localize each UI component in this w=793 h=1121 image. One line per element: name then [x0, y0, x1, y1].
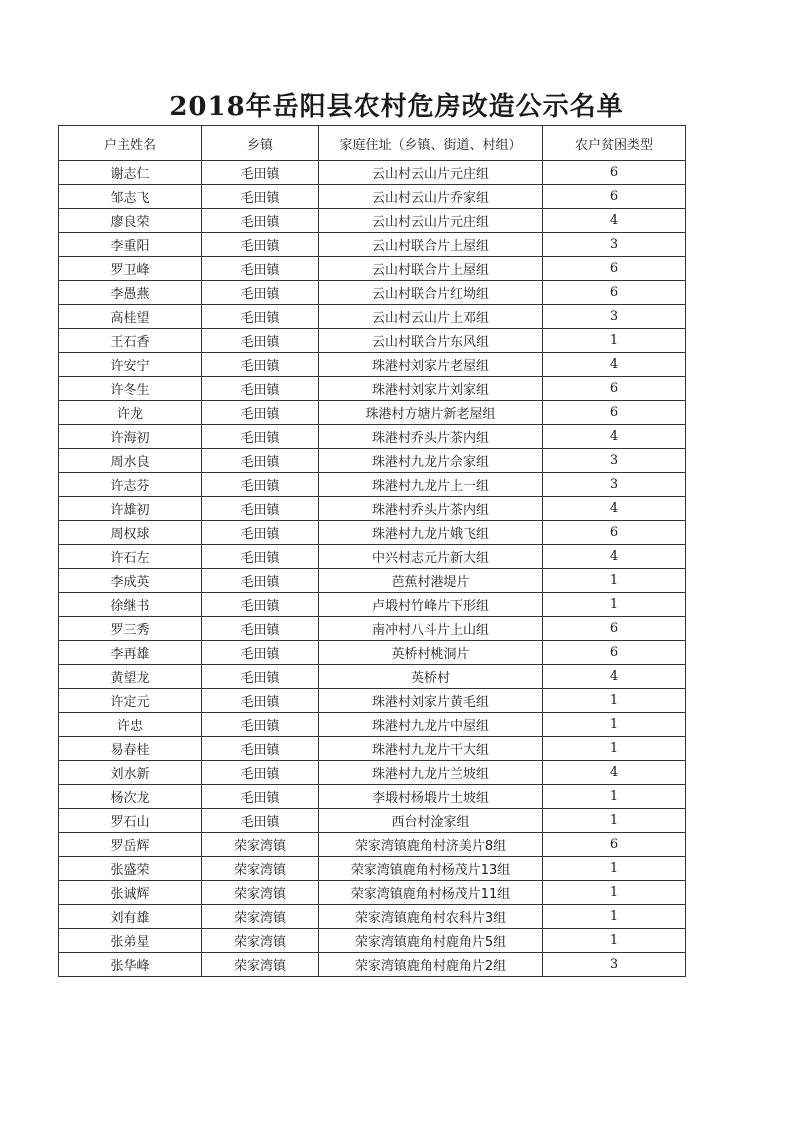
table-row: [59, 545, 686, 569]
cell-name: 张华峰: [59, 953, 202, 977]
table-body: [59, 161, 686, 977]
cell-poverty-type: 4: [543, 761, 686, 785]
cell-town: 荣家湾镇: [202, 833, 319, 857]
cell-name: 李愚燕: [59, 281, 202, 305]
table-row: [59, 329, 686, 353]
cell-poverty-type: 6: [543, 617, 686, 641]
cell-poverty-type: 1: [543, 329, 686, 353]
cell-address: 卢塅村竹峰片下形组: [319, 593, 543, 617]
table-row: [59, 305, 686, 329]
cell-address: 云山村联合片上屋组: [319, 257, 543, 281]
cell-town: 毛田镇: [202, 545, 319, 569]
cell-town: 毛田镇: [202, 161, 319, 185]
cell-town: 毛田镇: [202, 377, 319, 401]
table-row: [59, 737, 686, 761]
table-row: [59, 809, 686, 833]
cell-town: 毛田镇: [202, 809, 319, 833]
cell-name: 高桂望: [59, 305, 202, 329]
table-row: [59, 569, 686, 593]
cell-address: 云山村云山片元庄组: [319, 161, 543, 185]
cell-name: 张盛荣: [59, 857, 202, 881]
cell-town: 毛田镇: [202, 233, 319, 257]
table-row: [59, 401, 686, 425]
table-row: [59, 209, 686, 233]
table-row: [59, 425, 686, 449]
cell-address: 荣家湾镇鹿角村农科片3组: [319, 905, 543, 929]
cell-name: 李成英: [59, 569, 202, 593]
cell-poverty-type: 3: [543, 473, 686, 497]
cell-name: 刘有雄: [59, 905, 202, 929]
cell-name: 谢志仁: [59, 161, 202, 185]
cell-town: 毛田镇: [202, 353, 319, 377]
cell-address: 荣家湾镇鹿角村济美片8组: [319, 833, 543, 857]
cell-poverty-type: 3: [543, 449, 686, 473]
table-row: [59, 641, 686, 665]
table-row: [59, 929, 686, 953]
cell-address: 西台村淦家组: [319, 809, 543, 833]
cell-name: 罗石山: [59, 809, 202, 833]
roster-table: [58, 125, 686, 977]
cell-town: 毛田镇: [202, 401, 319, 425]
cell-address: 英桥村桃洞片: [319, 641, 543, 665]
cell-name: 许志芬: [59, 473, 202, 497]
cell-name: 罗卫峰: [59, 257, 202, 281]
cell-name: 罗三秀: [59, 617, 202, 641]
cell-town: 毛田镇: [202, 713, 319, 737]
cell-poverty-type: 6: [543, 521, 686, 545]
cell-address: 云山村云山片乔家组: [319, 185, 543, 209]
cell-poverty-type: 1: [543, 881, 686, 905]
cell-name: 周水良: [59, 449, 202, 473]
table-row: [59, 953, 686, 977]
cell-name: 王石香: [59, 329, 202, 353]
cell-name: 廖良荣: [59, 209, 202, 233]
cell-address: 云山村联合片东风组: [319, 329, 543, 353]
cell-address: 云山村云山片元庄组: [319, 209, 543, 233]
cell-address: 云山村联合片红坳组: [319, 281, 543, 305]
cell-town: 荣家湾镇: [202, 929, 319, 953]
cell-town: 毛田镇: [202, 737, 319, 761]
cell-address: 李塅村杨塅片土坡组: [319, 785, 543, 809]
cell-poverty-type: 4: [543, 209, 686, 233]
cell-poverty-type: 6: [543, 377, 686, 401]
cell-town: 荣家湾镇: [202, 881, 319, 905]
cell-town: 毛田镇: [202, 593, 319, 617]
cell-poverty-type: 1: [543, 785, 686, 809]
cell-town: 毛田镇: [202, 521, 319, 545]
header-row: [59, 126, 686, 161]
cell-poverty-type: 3: [543, 953, 686, 977]
cell-town: 毛田镇: [202, 761, 319, 785]
cell-address: 荣家湾镇鹿角村鹿角片2组: [319, 953, 543, 977]
cell-poverty-type: 1: [543, 809, 686, 833]
cell-town: 荣家湾镇: [202, 905, 319, 929]
cell-town: 荣家湾镇: [202, 953, 319, 977]
cell-name: 周权球: [59, 521, 202, 545]
cell-name: 许雄初: [59, 497, 202, 521]
cell-address: 中兴村志元片新大组: [319, 545, 543, 569]
header-name: 户主姓名: [59, 126, 202, 161]
cell-poverty-type: 4: [543, 497, 686, 521]
cell-town: 毛田镇: [202, 281, 319, 305]
cell-address: 荣家湾镇鹿角村杨茂片11组: [319, 881, 543, 905]
cell-address: 南冲村八斗片上山组: [319, 617, 543, 641]
cell-address: 英桥村: [319, 665, 543, 689]
cell-town: 毛田镇: [202, 305, 319, 329]
cell-address: 芭蕉村港堤片: [319, 569, 543, 593]
cell-poverty-type: 1: [543, 929, 686, 953]
cell-name: 徐继书: [59, 593, 202, 617]
cell-name: 许龙: [59, 401, 202, 425]
cell-town: 毛田镇: [202, 617, 319, 641]
cell-name: 许定元: [59, 689, 202, 713]
cell-poverty-type: 6: [543, 281, 686, 305]
table-row: [59, 473, 686, 497]
cell-poverty-type: 4: [543, 665, 686, 689]
cell-name: 罗岳辉: [59, 833, 202, 857]
cell-town: 荣家湾镇: [202, 857, 319, 881]
cell-poverty-type: 3: [543, 233, 686, 257]
table-row: [59, 713, 686, 737]
cell-poverty-type: 6: [543, 833, 686, 857]
cell-town: 毛田镇: [202, 185, 319, 209]
cell-poverty-type: 6: [543, 401, 686, 425]
cell-town: 毛田镇: [202, 473, 319, 497]
cell-poverty-type: 6: [543, 257, 686, 281]
table-row: [59, 665, 686, 689]
cell-town: 毛田镇: [202, 497, 319, 521]
header-address: 家庭住址（乡镇、街道、村组）: [319, 126, 543, 161]
table-row: [59, 233, 686, 257]
table-row: [59, 761, 686, 785]
cell-name: 杨次龙: [59, 785, 202, 809]
cell-poverty-type: 6: [543, 185, 686, 209]
cell-town: 毛田镇: [202, 257, 319, 281]
cell-town: 毛田镇: [202, 329, 319, 353]
cell-town: 毛田镇: [202, 689, 319, 713]
table-row: [59, 257, 686, 281]
cell-name: 邹志飞: [59, 185, 202, 209]
cell-address: 珠港村刘家片老屋组: [319, 353, 543, 377]
cell-name: 许冬生: [59, 377, 202, 401]
cell-name: 刘水新: [59, 761, 202, 785]
table-row: [59, 617, 686, 641]
cell-address: 荣家湾镇鹿角村杨茂片13组: [319, 857, 543, 881]
cell-poverty-type: 4: [543, 545, 686, 569]
cell-poverty-type: 4: [543, 353, 686, 377]
header-town: 乡镇: [202, 126, 319, 161]
table-row: [59, 161, 686, 185]
table-row: [59, 881, 686, 905]
header-poverty-type: 农户贫困类型: [543, 126, 686, 161]
cell-name: 李重阳: [59, 233, 202, 257]
cell-name: 许石左: [59, 545, 202, 569]
cell-poverty-type: 6: [543, 641, 686, 665]
table-row: [59, 857, 686, 881]
cell-town: 毛田镇: [202, 425, 319, 449]
cell-name: 张诚辉: [59, 881, 202, 905]
cell-poverty-type: 6: [543, 161, 686, 185]
cell-address: 珠港村刘家片刘家组: [319, 377, 543, 401]
cell-name: 许安宁: [59, 353, 202, 377]
table-row: [59, 689, 686, 713]
cell-address: 珠港村九龙片干大组: [319, 737, 543, 761]
cell-poverty-type: 3: [543, 305, 686, 329]
cell-poverty-type: 1: [543, 857, 686, 881]
cell-address: 珠港村方塘片新老屋组: [319, 401, 543, 425]
cell-town: 毛田镇: [202, 449, 319, 473]
table-row: [59, 353, 686, 377]
table-row: [59, 905, 686, 929]
cell-address: 云山村云山片上邓组: [319, 305, 543, 329]
table-row: [59, 833, 686, 857]
cell-address: 珠港村九龙片兰坡组: [319, 761, 543, 785]
table-row: [59, 785, 686, 809]
cell-address: 云山村联合片上屋组: [319, 233, 543, 257]
cell-poverty-type: 1: [543, 569, 686, 593]
cell-poverty-type: 1: [543, 905, 686, 929]
cell-name: 许忠: [59, 713, 202, 737]
cell-poverty-type: 1: [543, 737, 686, 761]
cell-address: 珠港村刘家片黄毛组: [319, 689, 543, 713]
cell-address: 珠港村乔头片茶内组: [319, 425, 543, 449]
cell-poverty-type: 1: [543, 593, 686, 617]
cell-name: 易春桂: [59, 737, 202, 761]
cell-name: 黄望龙: [59, 665, 202, 689]
cell-poverty-type: 4: [543, 425, 686, 449]
table-row: [59, 377, 686, 401]
cell-town: 毛田镇: [202, 785, 319, 809]
cell-poverty-type: 1: [543, 713, 686, 737]
cell-town: 毛田镇: [202, 209, 319, 233]
cell-address: 珠港村九龙片娥飞组: [319, 521, 543, 545]
table-row: [59, 185, 686, 209]
cell-address: 珠港村九龙片佘家组: [319, 449, 543, 473]
cell-name: 李再雄: [59, 641, 202, 665]
table-row: [59, 449, 686, 473]
cell-name: 许海初: [59, 425, 202, 449]
cell-town: 毛田镇: [202, 641, 319, 665]
table-header: [59, 126, 686, 161]
table-row: [59, 521, 686, 545]
cell-poverty-type: 1: [543, 689, 686, 713]
table-row: [59, 593, 686, 617]
cell-address: 珠港村九龙片上一组: [319, 473, 543, 497]
cell-town: 毛田镇: [202, 665, 319, 689]
cell-address: 珠港村乔头片茶内组: [319, 497, 543, 521]
cell-name: 张弟星: [59, 929, 202, 953]
document-title: 2018年岳阳县农村危房改造公示名单: [169, 92, 624, 122]
cell-address: 珠港村九龙片中屋组: [319, 713, 543, 737]
table-row: [59, 497, 686, 521]
table-row: [59, 281, 686, 305]
cell-address: 荣家湾镇鹿角村鹿角片5组: [319, 929, 543, 953]
cell-town: 毛田镇: [202, 569, 319, 593]
